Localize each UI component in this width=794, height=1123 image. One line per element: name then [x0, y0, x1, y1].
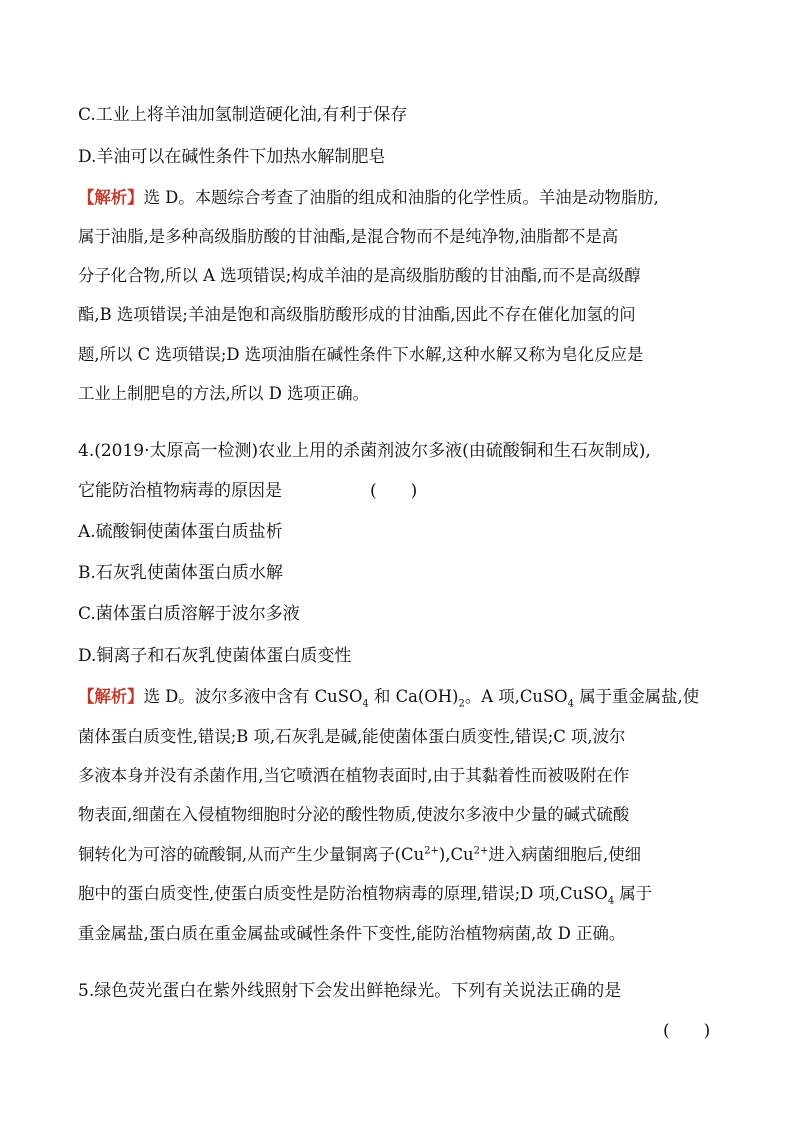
analysis-1-line-6: 工业上制肥皂的方法,所以 D 选项正确。 — [78, 384, 370, 403]
q4-stem-line-2: 它能防治植物病毒的原因是 — [78, 481, 282, 501]
superscript: 2+ — [473, 845, 489, 857]
q4-stem-line-1: 4.(2019·太原高一检测)农业上用的杀菌剂波尔多液(由硫酸铜和生石灰制成), — [78, 441, 651, 461]
analysis-2-line-2: 菌体蛋白质变性,错误;B 项,石灰乳是碱,能使菌体蛋白质变性,错误;C 项,波尔 — [78, 727, 626, 746]
analysis-2-line-3: 多液本身并没有杀菌作用,当它喷洒在植物表面时,由于其黏着性而被吸附在作 — [78, 766, 630, 785]
analysis-2-line-4: 物表面,细菌在入侵植物细胞时分泌的酸性物质,使波尔多液中少量的碱式硫酸 — [78, 805, 630, 824]
superscript: 2+ — [424, 845, 439, 857]
q4-option-c: C.菌体蛋白质溶解于波尔多液 — [78, 604, 300, 624]
analysis-2-line-5 — [78, 844, 718, 866]
analysis-1-line-2: 属于油脂,是多种高级脂肪酸的甘油酯,是混合物而不是纯净物,油脂都不是高 — [78, 227, 619, 246]
q4-answer-blank: ( ) — [370, 481, 418, 501]
analysis-text: 铜转化为可溶的硫酸铜,从而产生少量铜离子(Cu — [78, 845, 425, 864]
analysis-tag: 【解析】 — [78, 188, 144, 207]
q3-option-d: D.羊油可以在碱性条件下加热水解制肥皂 — [78, 147, 386, 167]
subscript: 4 — [567, 698, 574, 710]
analysis-text: 进入病菌细胞后,使细 — [488, 845, 642, 864]
analysis-1-line-4: 酯,B 选项错误;羊油是饱和高级脂肪酸形成的甘油酯,因此不存在催化加氢的问 — [78, 305, 636, 324]
analysis-text: ),Cu — [438, 845, 474, 864]
subscript: 4 — [607, 895, 615, 907]
analysis-1-line-5: 题,所以 C 选项错误;D 选项油脂在碱性条件下水解,这种水解又称为皂化反应是 — [78, 345, 644, 364]
q4-option-d: D.铜离子和石灰乳使菌体蛋白质变性 — [78, 646, 352, 666]
q4-option-b: B.石灰乳使菌体蛋白质水解 — [78, 563, 283, 583]
q5-stem: 5.绿色荧光蛋白在紫外线照射下会发出鲜艳绿光。下列有关说法正确的是 — [78, 981, 622, 1001]
analysis-1-line-1 — [78, 187, 718, 209]
analysis-text: 属于重金属盐,使 — [574, 687, 700, 706]
analysis-text: 选 D。波尔多液中含有 CuSO — [143, 687, 363, 706]
subscript: 2 — [458, 698, 465, 710]
analysis-2-line-6 — [78, 883, 718, 905]
q5-answer-blank: ( ) — [663, 1021, 711, 1041]
analysis-1-line-3: 分子化合物,所以 A 选项错误;构成羊油的是高级脂肪酸的甘油酯,而不是高级醇 — [78, 266, 641, 285]
analysis-text: 胞中的蛋白质变性,使蛋白质变性是防治植物病毒的原理,错误;D 项,CuSO — [78, 884, 608, 903]
analysis-text: 属于 — [614, 884, 653, 903]
analysis-2-line-1 — [78, 686, 718, 708]
q4-option-a: A.硫酸铜使菌体蛋白质盐析 — [78, 522, 283, 542]
analysis-tag: 【解析】 — [78, 687, 144, 706]
subscript: 4 — [362, 698, 369, 710]
analysis-2-line-7: 重金属盐,蛋白质在重金属盐或碱性条件下变性,能防治植物病菌,故 D 正确。 — [78, 924, 626, 943]
analysis-text: 。A 项,CuSO — [464, 687, 568, 706]
analysis-text: 选 D。本题综合考查了油脂的组成和油脂的化学性质。羊油是动物脂肪, — [143, 188, 659, 207]
analysis-text: 和 Ca(OH) — [368, 687, 459, 706]
q3-option-c: C.工业上将羊油加氢制造硬化油,有利于保存 — [78, 105, 408, 125]
